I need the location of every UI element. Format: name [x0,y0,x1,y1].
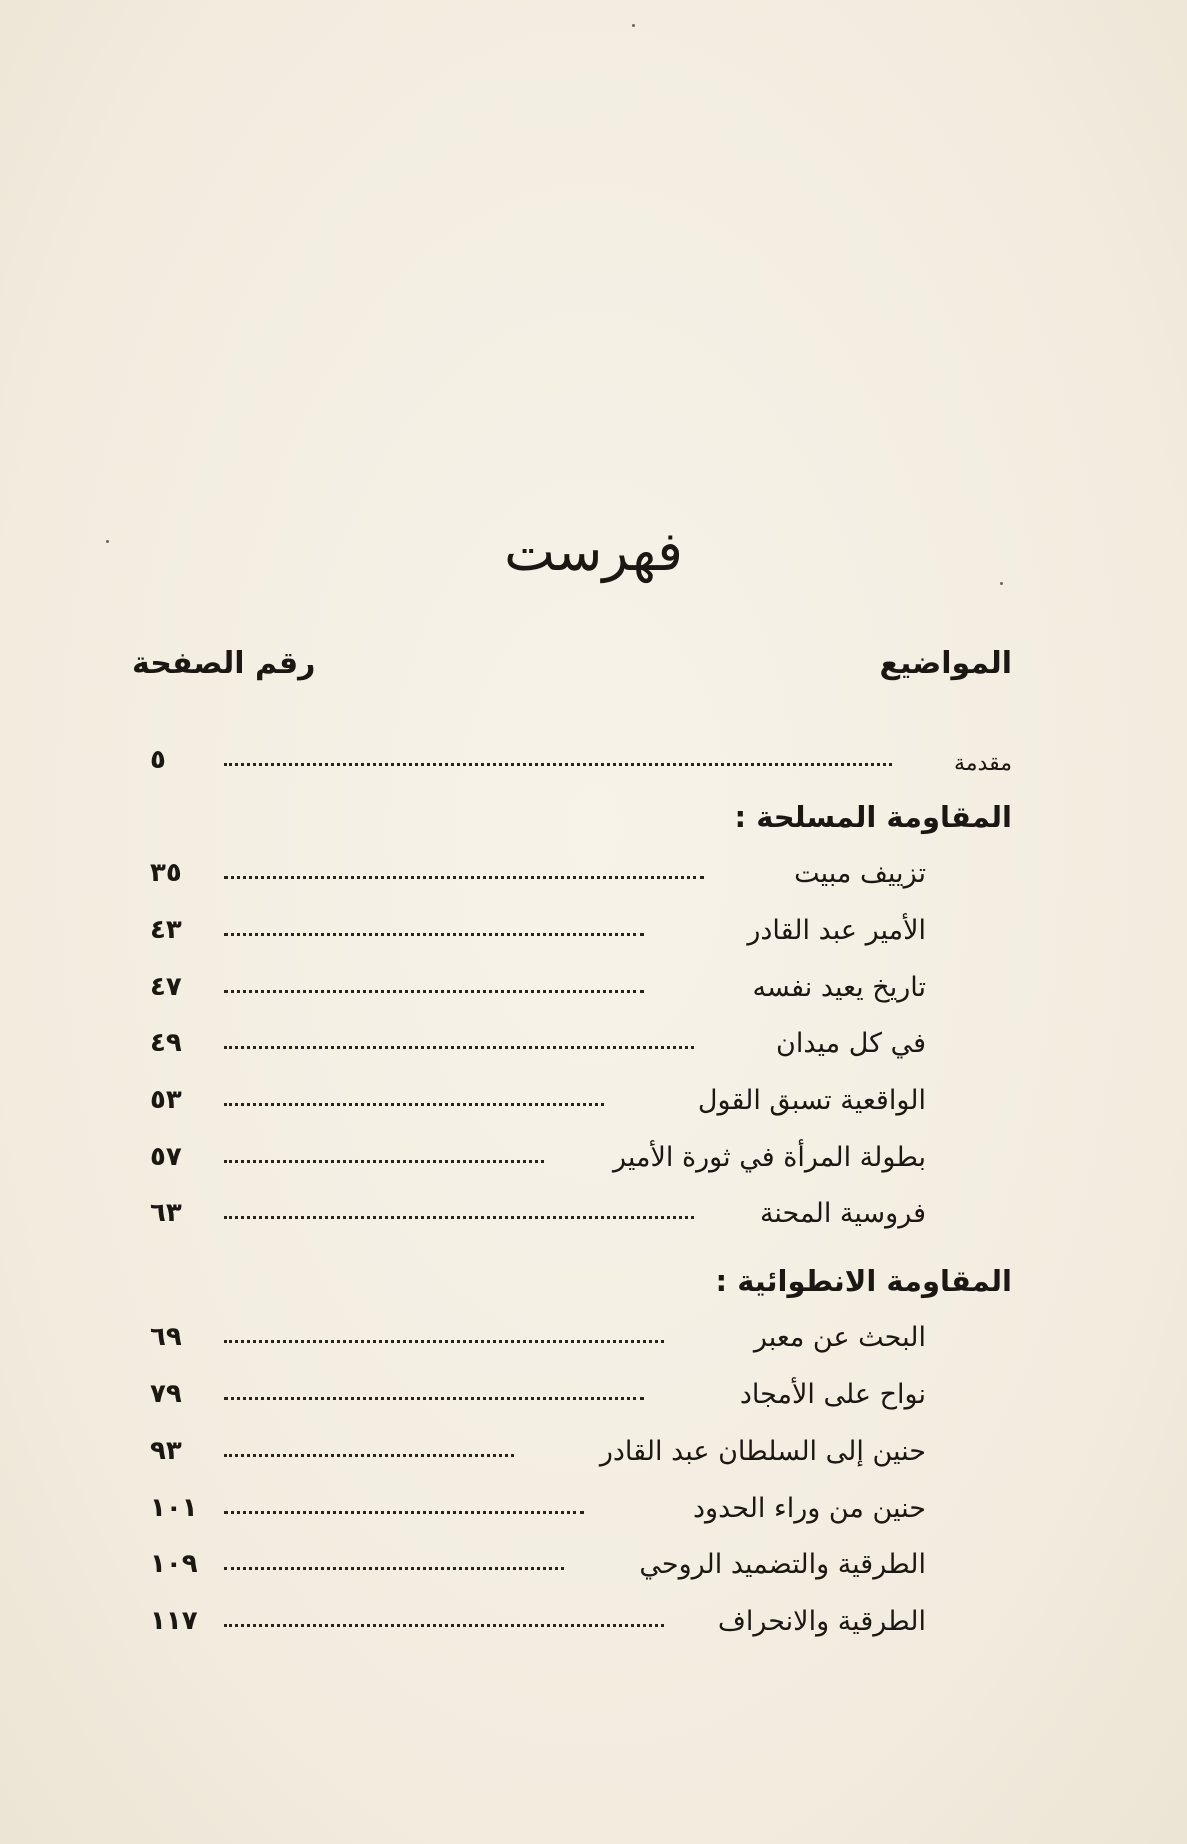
toc-entry-label: نواح على الأمجاد [739,1379,926,1410]
toc-entry [132,972,1012,1012]
dot-leader [224,1567,564,1570]
toc-entry-page: ٩٣ [150,1436,182,1466]
dot-leader [224,1454,514,1457]
toc-entry-page: ٤٧ [150,972,182,1002]
dot-leader [224,1046,694,1049]
toc-entry [132,1142,1012,1182]
toc-header [132,646,1012,696]
dot-leader [224,933,644,936]
toc-entry-page: ٣٥ [150,858,182,888]
toc-entry [132,1436,1012,1476]
dot-leader [224,1624,664,1627]
dot-leader [224,1340,664,1343]
toc-entry-label: تزييف مبيت [794,858,926,889]
toc-entry-label: الواقعية تسبق القول [697,1085,926,1116]
toc-entry-label: الأمير عبد القادر [747,915,926,946]
toc-entry [132,1549,1012,1589]
toc-entry [132,1085,1012,1125]
toc-entry-label: في كل ميدان [776,1028,926,1059]
section-title-armed-resistance: المقاومة المسلحة : [734,800,1012,834]
paper-speck [632,24,635,27]
toc-entry [132,915,1012,955]
toc-entry [132,1322,1012,1362]
toc-entry-label: بطولة المرأة في ثورة الأمير [613,1142,926,1173]
dot-leader [224,990,644,993]
dot-leader [224,1103,604,1106]
toc-entry [132,1198,1012,1238]
dot-leader [224,1511,584,1514]
toc-entry-page: ١٠١ [150,1493,198,1523]
dot-leader [224,1397,644,1400]
toc-entry-label: الطرقية والانحراف [717,1606,926,1637]
toc-entry-label: تاريخ يعيد نفسه [752,972,926,1003]
toc-entry [132,1493,1012,1533]
toc-entry-label: حنين إلى السلطان عبد القادر [599,1436,926,1467]
toc-entry-page: ٥٧ [150,1142,182,1172]
toc-entry-label: مقدمة [953,751,1012,776]
section-title-introverted-resistance: المقاومة الانطوائية : [715,1264,1012,1298]
toc-entry-label: فروسية المحنة [759,1198,926,1229]
toc-entry [132,1028,1012,1068]
dot-leader [224,763,892,766]
toc-entry-page: ٤٩ [150,1028,182,1058]
toc-entry-label: الطرقية والتضميد الروحي [639,1549,926,1580]
dot-leader [224,1160,544,1163]
toc-title: فهرست [504,520,683,583]
toc-entry-label: البحث عن معبر [753,1322,926,1353]
toc-entry-page: ١٠٩ [150,1549,198,1579]
toc-entry-intro [132,745,1012,785]
dot-leader [224,1216,694,1219]
dot-leader [224,876,704,879]
page-number-header: رقم الصفحة [132,646,316,681]
toc-entry-page: ٥٣ [150,1085,182,1115]
toc-entry-page: ١١٧ [150,1606,198,1636]
toc-entry [132,858,1012,898]
toc-entry [132,1379,1012,1419]
topics-header: المواضيع [879,646,1012,681]
toc-entry-page: ٦٩ [150,1322,182,1352]
toc-entry-page: ٤٣ [150,915,182,945]
toc-entry-label: حنين من وراء الحدود [693,1493,926,1524]
toc-entry [132,1606,1012,1646]
toc-entry-page: ٧٩ [150,1379,182,1409]
toc-entry-page: ٦٣ [150,1198,182,1228]
toc-entry-page: ٥ [150,745,166,775]
